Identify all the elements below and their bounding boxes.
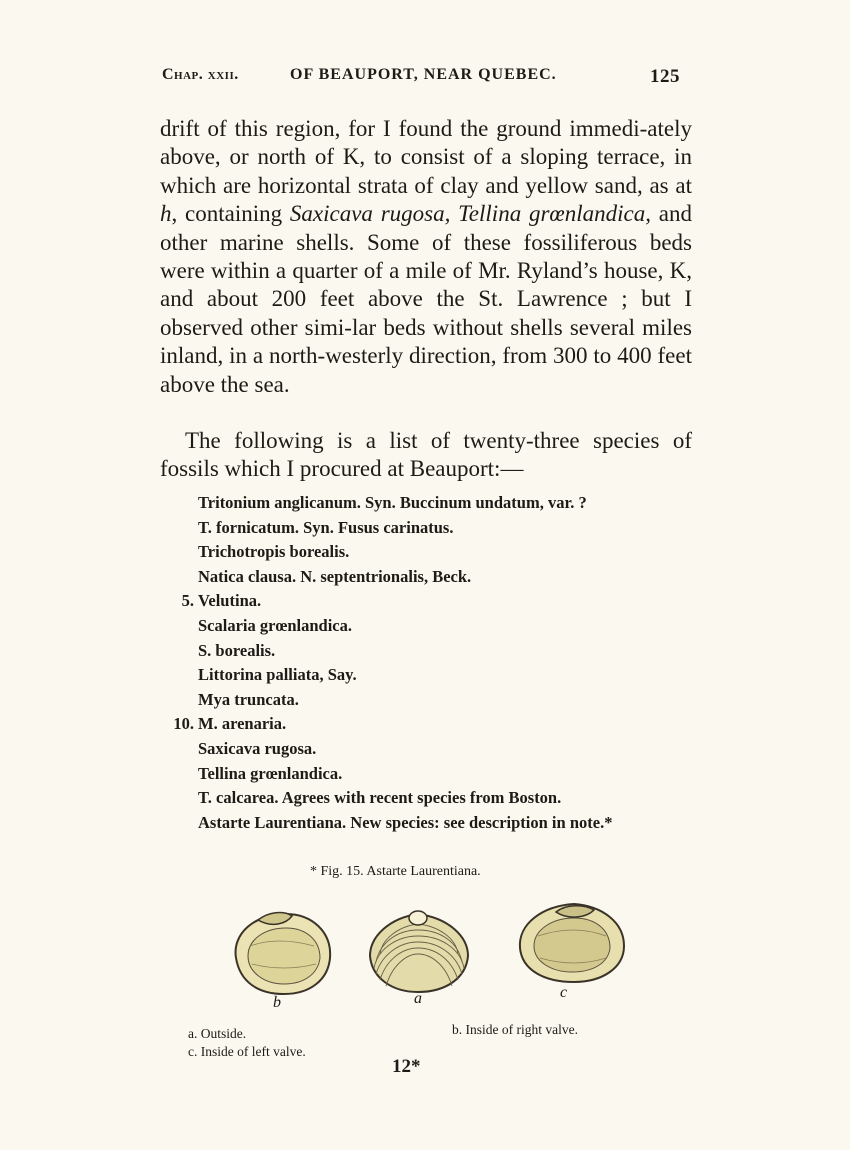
species-list-item: [164, 762, 694, 787]
species-list-item: [164, 565, 694, 590]
species-name: S. borealis.: [198, 640, 276, 660]
species-name: Scalaria grœnlandica.: [198, 615, 353, 635]
species-name: T. fornicatum. Syn. Fusus carinatus.: [198, 517, 454, 537]
paragraph-1-text-b: , containing: [171, 201, 290, 227]
species-name: Tellina grœnlandica.: [198, 763, 343, 783]
label-b: b: [273, 994, 281, 1011]
species-number: 10.: [173, 714, 194, 734]
species-list-item: [164, 491, 694, 516]
species-name: Tritonium anglicanum. Syn. Buccinum undatum, var. ?: [198, 493, 587, 512]
species-name: Velutina.: [198, 591, 262, 611]
paragraph-1-h: h: [160, 201, 172, 227]
species-name: M. arenaria.: [198, 714, 287, 734]
caption-a: a. Outside.: [188, 1026, 247, 1041]
label-a: a: [414, 990, 422, 1007]
caption-b: b. Inside of right valve.: [452, 1022, 578, 1037]
paragraph-1-text-a: drift of this region, for I found the ground immedi-ately above, or north of K, to consist of a sloping terrace, in which are horizontal strata of clay and yellow sand, as at: [160, 116, 692, 198]
printer-signature: 12*: [392, 1056, 421, 1077]
caption-c: c. Inside of left valve.: [188, 1044, 306, 1059]
species-name: Trichotropis borealis.: [198, 542, 350, 562]
page-number: 125: [650, 66, 680, 87]
species-list-item: [164, 712, 694, 737]
species-list-item: [164, 688, 694, 713]
species-list-item: [164, 663, 694, 688]
label-c: c: [560, 984, 568, 1001]
species-list-item: [164, 540, 694, 565]
species-list-item: [164, 639, 694, 664]
running-title: OF BEAUPORT, NEAR QUEBEC.: [290, 66, 557, 83]
paragraph-1-species-italic: Saxicava rugosa, Tellina grœnlandica,: [289, 201, 651, 227]
species-list-item: [164, 589, 694, 614]
species-list-item: [164, 516, 694, 541]
species-list-item: [164, 737, 694, 762]
figure-title: * Fig. 15. Astarte Laurentiana.: [310, 864, 481, 879]
species-name: T. calcarea. Agrees with recent species from Boston.: [198, 788, 562, 808]
species-list-item: [164, 614, 694, 639]
paragraph-1: [160, 115, 692, 399]
species-name: Saxicava rugosa.: [198, 738, 317, 758]
species-number: 5.: [181, 591, 194, 611]
shell-b-figure: [228, 906, 338, 998]
paragraph-2-text: The following is a list of twenty-three species of fossils which I procured at Beauport:—: [160, 428, 692, 482]
shell-c-figure: [514, 898, 630, 986]
species-name: Mya truncata.: [198, 689, 299, 709]
species-name: Natica clausa. N. septentrionalis, Beck.: [198, 566, 472, 586]
chapter-label: Chap. xxii.: [162, 66, 239, 83]
species-name: Littorina palliata, Say.: [198, 665, 357, 685]
species-list-item: [164, 811, 694, 836]
paragraph-2: [160, 427, 692, 484]
paragraph-1-text-c: and other marine shells. Some of these fossiliferous beds were within a quarter of a mile of Mr. Ryland’s house, K, and about 200 feet above the St. Lawrence ; but I observed other simi-lar beds without shells several miles inland, in a north-westerly direction, from 300 to 400 feet above the sea.: [160, 201, 692, 397]
species-list: [164, 491, 694, 835]
species-list-item: [164, 786, 694, 811]
shell-a-figure: [366, 908, 472, 996]
species-name: Astarte Laurentiana. New species: see description in note.*: [198, 812, 613, 832]
